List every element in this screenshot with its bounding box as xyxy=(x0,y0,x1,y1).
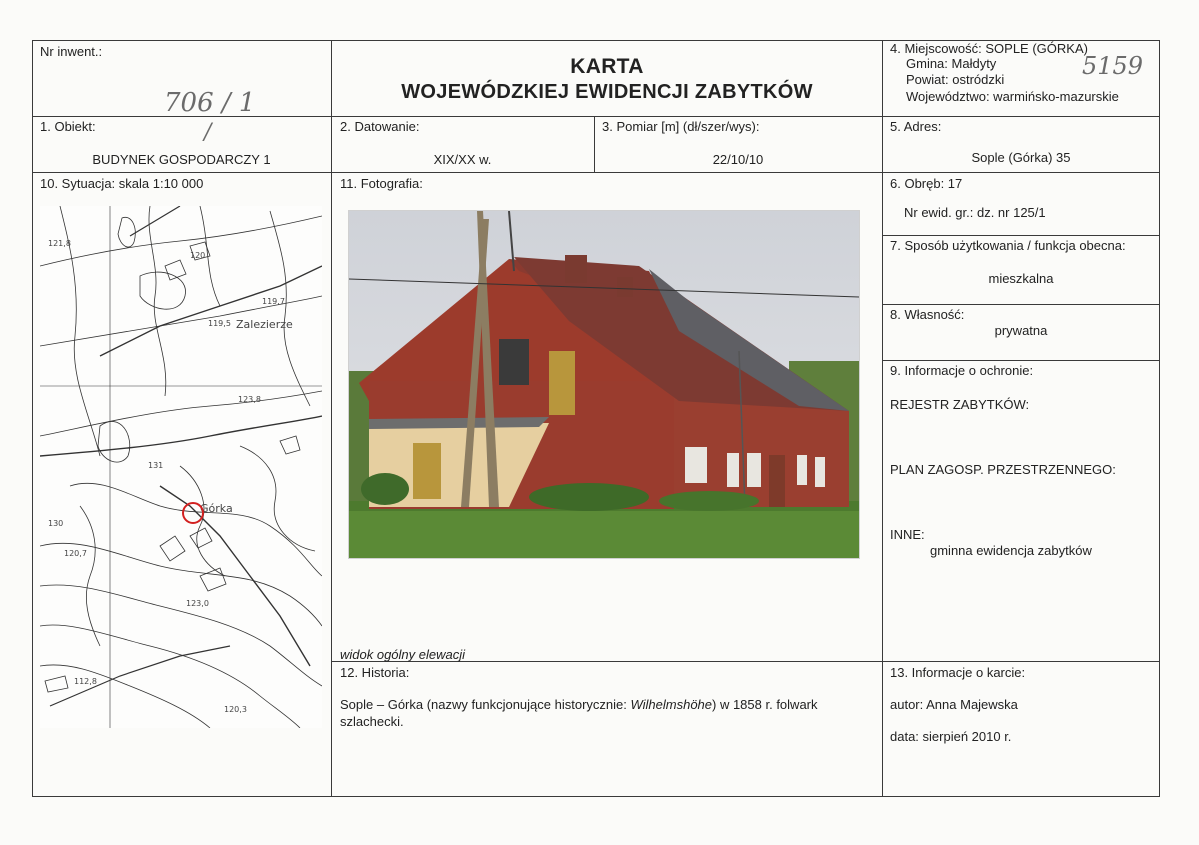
photo-caption: widok ogólny elewacji xyxy=(340,647,466,662)
history-text-part1: Sople – Górka (nazwy funkcjonujące historycznie: xyxy=(340,697,631,712)
parcel-number: Nr ewid. gr.: dz. nr 125/1 xyxy=(904,205,1046,220)
inventory-handwritten: 706 / 1 xyxy=(164,88,256,118)
history-text xyxy=(340,697,818,712)
measure-value: 22/10/10 xyxy=(712,152,764,167)
protection-label: 9. Informacje o ochronie: xyxy=(890,363,1034,378)
protection-plan: PLAN ZAGOSP. PRZESTRZENNEGO: xyxy=(890,462,1116,477)
location-wojewodztwo: Województwo: warmińsko-mazurskie xyxy=(906,89,1119,104)
map-label-elev-3: 119,7 xyxy=(262,297,285,306)
map-label-elev-8: 120,7 xyxy=(64,549,87,558)
history-text-part2: ) w 1858 r. folwark xyxy=(712,697,818,712)
card-author: autor: Anna Majewska xyxy=(890,697,1018,712)
measure-label: 3. Pomiar [m] (dł/szer/wys): xyxy=(602,119,760,134)
card-info-label: 13. Informacje o karcie: xyxy=(890,665,1026,680)
location-gmina: Gmina: Małdyty xyxy=(906,56,997,71)
object-label: 1. Obiekt: xyxy=(40,119,96,134)
protection-other-value: gminna ewidencja zabytków xyxy=(930,543,1092,558)
row-line-ownership xyxy=(882,360,1160,361)
object-value: BUDYNEK GOSPODARCZY 1 xyxy=(92,152,271,167)
map-label-gorka: Górka xyxy=(200,502,233,515)
topographic-map-drawing xyxy=(40,206,322,728)
history-text-historic-name: Wilhelmshöhe xyxy=(630,697,713,712)
map-label-elev-5: 123,8 xyxy=(238,395,261,404)
card-date: data: sierpień 2010 r. xyxy=(890,729,1012,744)
history-text-line2: szlachecki. xyxy=(340,714,404,729)
photo-label: 11. Fotografia: xyxy=(340,176,423,191)
row-line-precinct xyxy=(882,235,1160,236)
map-label-elev-1: 121,8 xyxy=(48,239,71,248)
building-photo-drawing xyxy=(349,211,859,558)
row-line-use xyxy=(882,304,1160,305)
dating-label: 2. Datowanie: xyxy=(340,119,420,134)
border-bottom xyxy=(32,796,1160,797)
map-label-elev-6: 131 xyxy=(148,461,164,470)
register-card xyxy=(32,40,1160,797)
location-powiat: Powiat: ostródzki xyxy=(906,72,1005,87)
precinct-label: 6. Obręb: 17 xyxy=(890,176,963,191)
handwritten-number: 5159 xyxy=(1082,52,1144,80)
dating-value: XIX/XX w. xyxy=(433,152,492,167)
use-label: 7. Sposób użytkowania / funkcja obecna: xyxy=(890,238,1126,253)
protection-other-label: INNE: xyxy=(890,527,925,542)
situation-map xyxy=(40,206,322,728)
history-label: 12. Historia: xyxy=(340,665,410,680)
row-line-object xyxy=(32,172,1160,173)
map-label-zalezierze: Zalezierze xyxy=(236,318,293,331)
map-label-elev-11: 120,3 xyxy=(224,705,247,714)
map-label-elev-2: 120 xyxy=(190,251,206,260)
address-label: 5. Adres: xyxy=(890,119,942,134)
map-label-elev-9: 123,0 xyxy=(186,599,209,608)
inventory-label: Nr inwent.: xyxy=(40,44,103,59)
inventory-handwritten-mark: / xyxy=(204,120,212,145)
situation-label: 10. Sytuacja: skala 1:10 000 xyxy=(40,176,204,191)
ownership-value: prywatna xyxy=(994,323,1048,338)
map-label-elev-7: 130 xyxy=(48,519,64,528)
address-value: Sople (Górka) 35 xyxy=(971,150,1071,165)
card-title: KARTA xyxy=(570,55,644,78)
building-photo xyxy=(348,210,860,559)
ownership-label: 8. Własność: xyxy=(890,307,965,322)
use-value: mieszkalna xyxy=(988,271,1054,286)
protection-registry: REJESTR ZABYTKÓW: xyxy=(890,397,1030,412)
location-label: 4. Miejscowość: SOPLE (GÓRKA) xyxy=(890,41,1088,56)
map-label-elev-4: 119,5 xyxy=(208,319,231,328)
card-subtitle: WOJEWÓDZKIEJ EWIDENCJI ZABYTKÓW xyxy=(401,81,813,103)
map-label-elev-10: 112,8 xyxy=(74,677,97,686)
